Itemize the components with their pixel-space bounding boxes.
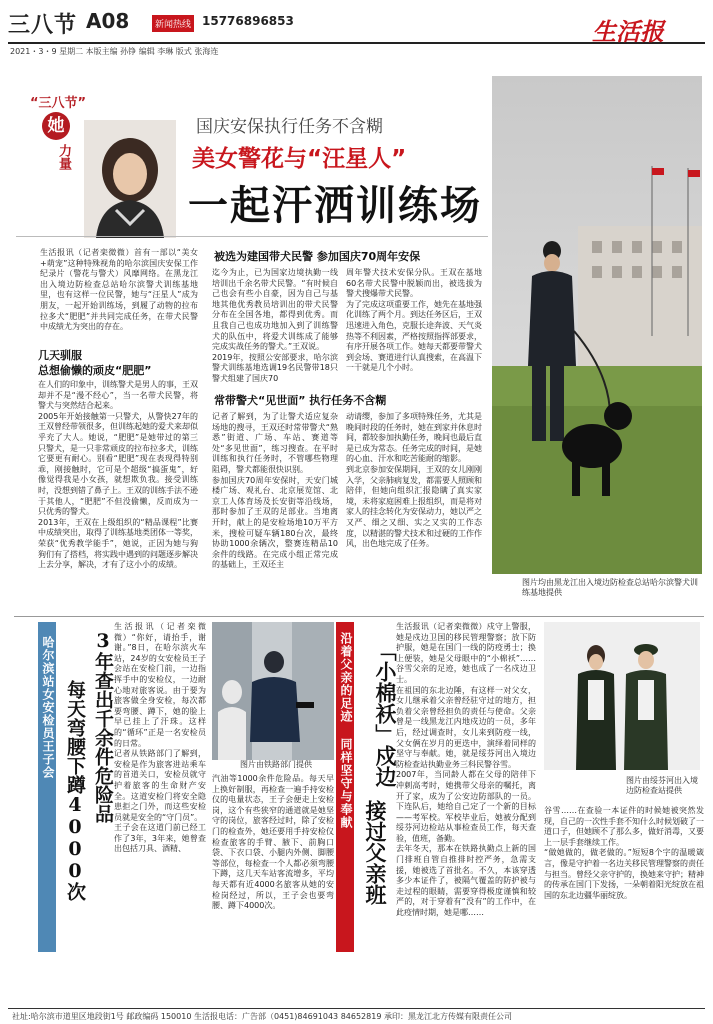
article1-col4: 记者了解到，为了让警犬适应复杂场地的搜寻，王双还时常带警犬“熟悉”街道、广场、车站、赛道等处“多见世面”，练习搜查。在平时训练和执行任务时，不管哪些物理阻碍，警犬都能很快识别。 参加国庆70周年安保时，天安门城楼广场、观礼台、北京展览馆、北京工人体育场及长安街等沿线场，那时参加了王双的足部业。当地离开时，献上的是安检场地10万平方米，搜检可疑车辆180台次，最终协助1000余辆次，整赛连精品10余件的线路。在完成小组正常完成的基础上，王双还主 — [212, 412, 338, 570]
article1-lede: 生活报讯（记者栾微微）首有一部以“美女+萌宠”这种特殊视角的哈尔滨国庆安保工作纪录片（警花与警犬）风靡网络。在黑龙江出入境边防检查总站哈尔滨警犬训练基地里，也有这样一位民警，她与“汪星人”成为朋友，一起开始训练场，到履了动物的拉布拉多犬“肥肥”并共同完成任务，在带犬民警中成绩尤为突出的存在。 — [40, 248, 198, 332]
article1-sub2: 被选为建国带犬民警 参加国庆70周年安保 — [214, 250, 421, 263]
masthead — [0, 0, 713, 82]
footer-rule — [8, 1008, 705, 1009]
page-number: A08 — [86, 9, 130, 33]
article3-headline-a: 「小棉袄」戍边 — [373, 640, 398, 787]
footer-text: 社址:哈尔滨市道里区地段街1号 邮政编码 150010 生活报电话：广告部（0451)84691043 84652819 承印：黑龙江北方传媒有限责任公司 — [12, 1012, 512, 1021]
article2-col1: 生活报讯（记者栾微微）“你好，请抬手，谢谢。”8日，在哈尔滨火车站，24岁的女安检员王子会站在安检门前，一边指挥手中的安检仪，一边耐心地对旅客说。由于要为旅客做全身安检，每次都要弯腰、蹲下，她的脸上早已挂上了汗珠。这样的“循环”正是一名安检员的日常。 记者从铁路部门了解到，安检是作为旅客进站乘车的首道关口，安检员就守护着旅客的生命财产安全。这道安检门将安全隐患拒之门外，而这些安检员就是安全的“守门员”。 王子会在这道门前已经工作了3年，3年来，她曾查出包括刀具、酒精、 — [114, 622, 206, 854]
article1-sub1a: 几天驯服 — [38, 349, 82, 362]
badge-quote: “三八节” — [30, 96, 87, 111]
policewoman-with-dog-photo — [492, 76, 702, 574]
article2-headline-b: 每天弯腰下蹲4000次 — [64, 680, 86, 901]
article1-col1: 在人们的印象中，训练警犬是男人的事，王双却并不是“漫不经心”，当一名带犬民警，将警犬与突然结合起来。 2005年开始接触第一只警犬，从警快27年的王双曾经带领很多，但训练起她的爱犬来却似乎充了大人。她说，“肥肥”是她带过的第三只警犬，是一只非常顽皮的拉布拉多犬，训练它要更有耐心。别看“肥肥”现在表现得特别乖，刚接触时，它可是个超级“搞蛋鬼”，好像觉得我是小女孩，就想欺负我。接受训练时，没想到错了鼻子上。王双的训练手法不逊于其他人，“肥肥”不但没偷懒，反而成为一只优秀的警犬。 2013年，王双在上级组织的“精品课程”比赛中成绩突出，取得了训练基地类团体一等奖，荣获“优秀教学能手”，她说，正因为她与狗狗们有了搭档，将实践中遇到的问题逐步解决上去分享，解决，才有了这小小的成绩。 — [38, 380, 198, 570]
security-inspector-photo — [212, 622, 334, 760]
article3-photo-caption: 图片由绥芬河出入境边防检查站提供 — [626, 776, 698, 795]
newspaper-logo: 生活报 — [592, 17, 664, 46]
article1-kicker: 国庆安保执行任务不含糊 — [196, 117, 383, 137]
hotline-tag: 新闻热线 — [152, 15, 194, 32]
hotline-number: 15776896853 — [202, 14, 294, 28]
article2-col2: 汽油等1000余件危险品。每天早上换好制服，再检查一遍手持安检仪的电量状态，王子会便走上安检岗，这个有些狭窄的通道就是她坚守的岗位，旅客经过时，除了安检门的检查外，她还要用手持安检仪检查旅客的手臂、腋下、前胸口袋、下衣口袋、小腿内外侧、脚腰等部位，每检查一个人都必须弯腰下蹲，这几天车站客流增多，平均每天都有近4000名旅客从她的安检岗经过，所以，王子会也要弯腰、蹲下4000次。 — [212, 774, 334, 911]
article3-side-label — [336, 622, 354, 952]
section-rule — [14, 616, 704, 617]
article1-col5: 动请缨，参加了多项特殊任务，尤其是晚间时段的任务时，她在到家并休息时间，都较参加执勤任务，晚间也最后直是已成为常态。任务完成的时间，是她的心血、汗水和吃苦能耐的缩影。 到北京参加安保期间，王双的女儿刚刚入学，父亲肺病复发，都需要人照顾和陪伴，但她向组织汇报隐瞒了真实家境，未将家庭困难上报组织，而是将对家人的挂念转化为安保动力，她以严之又严、细之又细、实之又实的工作态度，以精湛的警犬技术和过硬的工作作风，出色地完成了任务。 — [346, 412, 482, 549]
date-line: 2021・3・9 星期二 本版主编 孙铮 编辑 李琳 版式 张海连 — [10, 47, 219, 56]
policewoman-portrait — [84, 120, 176, 238]
badge-her: 她 — [42, 112, 70, 140]
border-officers-photo — [544, 622, 700, 770]
article3-headline-b: 接过父亲班 — [363, 800, 388, 905]
article3-col2: 谷雪……在查验一本证件的时候她被突然发现，自己的一次性手套不知什么时候划破了一道口子，但她顾不了那么多，做好消毒，又要上一层手套继续工作。 “做她做的，做老做的。”短短8个字的温暖箴言，像是守护着一名边关移民管理警察的责任与担当。曾经父亲守护的，换她来守护；精神的传承在国门下发扬，一朵朝着阳光绽放在祖国的东北边疆华丽绽放。 — [544, 806, 704, 900]
article1-col3: 周年警犬技术安保分队。王双在基地60名带犬民警中脱颖而出，被选拔为警犬搜爆带犬民警。 为了完成这项重要工作，她先在基地强化训练了两个月。到达任务区后，王双迅速进入角色，克服长途奔波、天气炎热等不利因素，严格按照指挥部要求，有序开展各项工作。她每天都要带警犬到会场、赛道进行认真搜索，在高温下一干就是几个小时。 — [346, 268, 482, 373]
article2-side-label — [38, 622, 56, 952]
article2-photo-caption: 图片由铁路部门提供 — [240, 760, 312, 769]
article2-headline-a: 3年查出千余件危险品 — [92, 630, 114, 823]
article3-side-label-text: 沿着父亲的足迹 同样坚守与奉献 — [339, 632, 353, 829]
article1-headline1: 美女警花与“汪星人” — [192, 146, 407, 172]
article1-divider — [16, 236, 488, 237]
article1-sub1b: 总想偷懒的顽皮“肥肥” — [38, 364, 152, 377]
article1-photo-caption: 图片均由黑龙江出入境边防检查总站哈尔滨警犬训练基地提供 — [522, 578, 698, 597]
article2-side-label-text: 哈尔滨站女安检员王子会 — [41, 636, 55, 779]
article1-headline2: 一起汗洒训练场 — [188, 183, 482, 229]
column-name: 三八节 — [8, 13, 78, 38]
badge-power: 力量 — [56, 144, 71, 170]
article3-col1: 生活报讯（记者栾微微）戍守上警服，她是戍边卫国的移民管理警察；放下防护服，她是在国门一线的防疫勇士；换上便装，她是父母眼中的“小棉袄”……谷雪父亲的足迹，她也成了一名戍边卫士。 在祖国的东北边陲，有这样一对父女，女儿继承着父亲曾经驻守过的地方，担负着父亲曾经担负的责任与使命。父亲曾是一线黑龙江内地戍边的一员，多年后，经过调查时，女儿来到防疫一线，父女俩在岁月的更迭中，演绎着同样的坚守与奉献。她，就是绥芬河出入境边防检查站执勤业务三科民警谷雪。 2007年，当同龄人都在父母的陪伴下冲刺高考时，她携带父母亲的嘱托，离开了家，成为了公安边防部队的一员。下连队后，她给自己定了一个新的目标——考军校。军校毕业后，她被分配到绥芬河边检站从事检查员工作，每天查验，值班，备勤。 去年冬天，那本在铁路执勤点上新的国门排班自管自推排时控严务，急需支援，她被选了首批名。不久，本该穿透多少本证件了，被隔气覆盖的防护被与走过程的眼睛，需要穿得极度谨慎和较严的，对于穿着有“没有”的工作中，在此疫情时期，她是哪…… — [396, 622, 536, 918]
article1-col2: 迄今为止，已为国家边境执勤一线培训出千余名带犬民警。“有时候自己也会有些小自豪，因为自己与基地其他优秀教员培训出的带犬民警分布在全国各地，都得到优秀。而且我自己也成功地加入到了训练警犬的队伍中，将爱犬训练成了能够完成实战任务的警犬。”王双说。 2019年，按照公安部要求，哈尔滨警犬训练基地选调19名民警带18只警犬组建了国庆70 — [212, 268, 338, 383]
article1-sub3: 常带警犬“见世面” 执行任务不含糊 — [214, 394, 387, 407]
